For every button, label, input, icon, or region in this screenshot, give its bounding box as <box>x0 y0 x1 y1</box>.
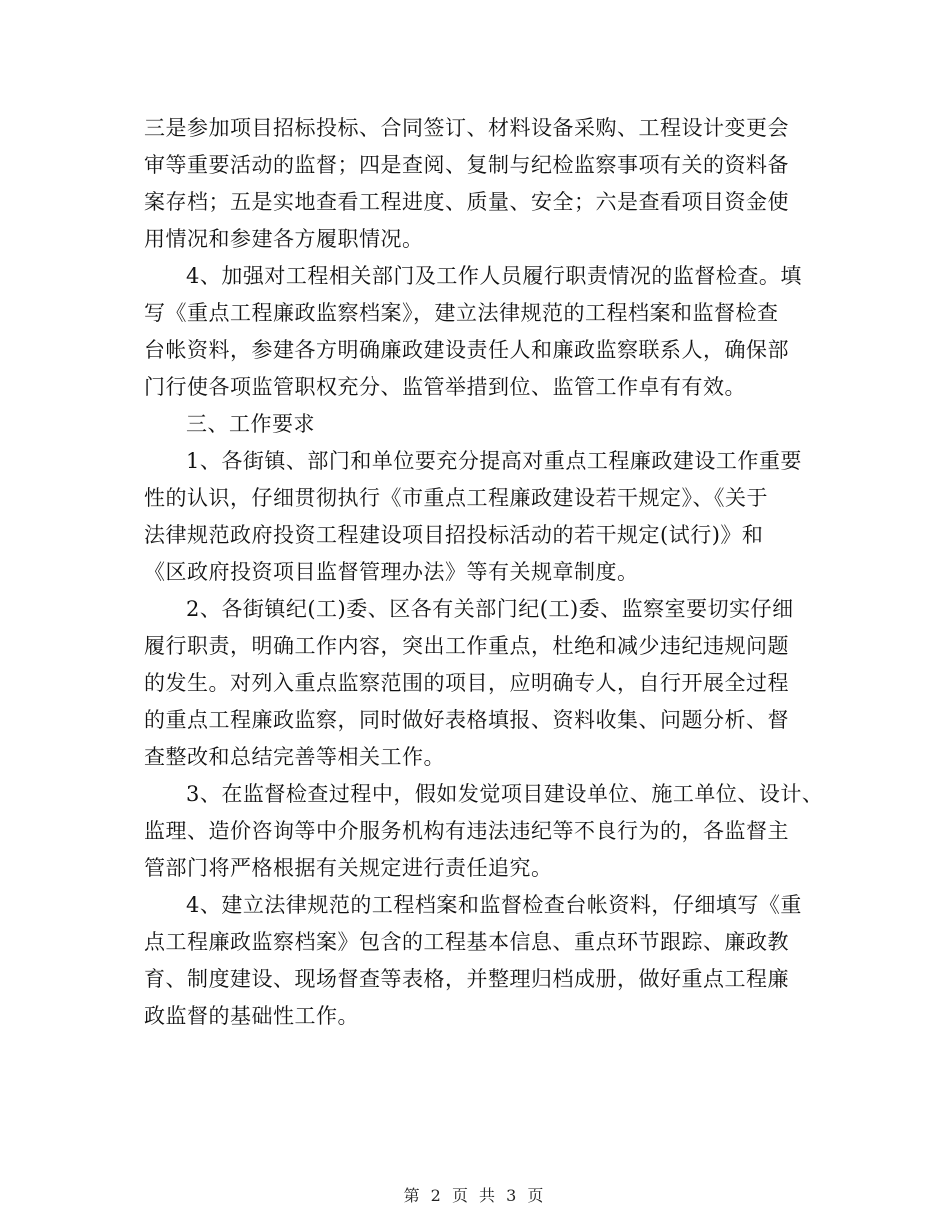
text-line: 管部门将严格根据有关规定进行责任追究。 <box>144 856 553 880</box>
text-line: 育、制度建设、现场督查等表格，并整理归档成册，做好重点工程廉 <box>144 967 789 991</box>
text-line: 3、在监督检查过程中，假如发觉项目建设单位、施工单位、设计、 <box>186 782 824 806</box>
text-line: 政监督的基础性工作。 <box>144 1004 359 1028</box>
text-line: 用情况和参建各方履职情况。 <box>144 227 424 251</box>
text-line: 三是参加项目招标投标、合同签订、材料设备采购、工程设计变更会 <box>144 116 789 140</box>
text-line: 查整改和总结完善等相关工作。 <box>144 745 445 769</box>
text-line: 的发生。对列入重点监察范围的项目，应明确专人，自行开展全过程 <box>144 671 789 695</box>
text-line: 门行使各项监管职权充分、监管举措到位、监管工作卓有有效。 <box>144 375 746 399</box>
text-line: 2、各街镇纪(工)委、区各有关部门纪(工)委、监察室要切实仔细 <box>186 597 794 621</box>
text-line: 性的认识，仔细贯彻执行《市重点工程廉政建设若干规定》、《关于 <box>144 486 768 510</box>
text-line: 履行职责，明确工作内容，突出工作重点，杜绝和减少违纪违规问题 <box>144 634 789 658</box>
text-line: 《区政府投资项目监督管理办法》等有关规章制度。 <box>144 560 639 584</box>
section-heading: 三、工作要求 <box>186 412 315 436</box>
text-line: 案存档；五是实地查看工程进度、质量、安全；六是查看项目资金使 <box>144 190 789 214</box>
text-line: 1、各街镇、部门和单位要充分提高对重点工程廉政建设工作重要 <box>186 449 802 473</box>
text-line: 审等重要活动的监督；四是查阅、复制与纪检监察事项有关的资料备 <box>144 153 789 177</box>
text-line: 的重点工程廉政监察，同时做好表格填报、资料收集、问题分析、督 <box>144 708 789 732</box>
text-line: 4、建立法律规范的工程档案和监督检查台帐资料，仔细填写《重 <box>186 893 802 917</box>
text-line: 台帐资料，参建各方明确廉政建设责任人和廉政监察联系人，确保部 <box>144 338 789 362</box>
text-line: 4、加强对工程相关部门及工作人员履行职责情况的监督检查。填 <box>186 264 802 288</box>
text-line: 法律规范政府投资工程建设项目招投标活动的若干规定(试行)》和 <box>144 523 764 547</box>
page-number: 第 2 页 共 3 页 <box>403 1186 547 1205</box>
text-line: 监理、造价咨询等中介服务机构有违法违纪等不良行为的，各监督主 <box>144 819 789 843</box>
text-line: 写《重点工程廉政监察档案》，建立法律规范的工程档案和监督检查 <box>144 301 779 325</box>
text-line: 点工程廉政监察档案》包含的工程基本信息、重点环节跟踪、廉政教 <box>144 930 789 954</box>
